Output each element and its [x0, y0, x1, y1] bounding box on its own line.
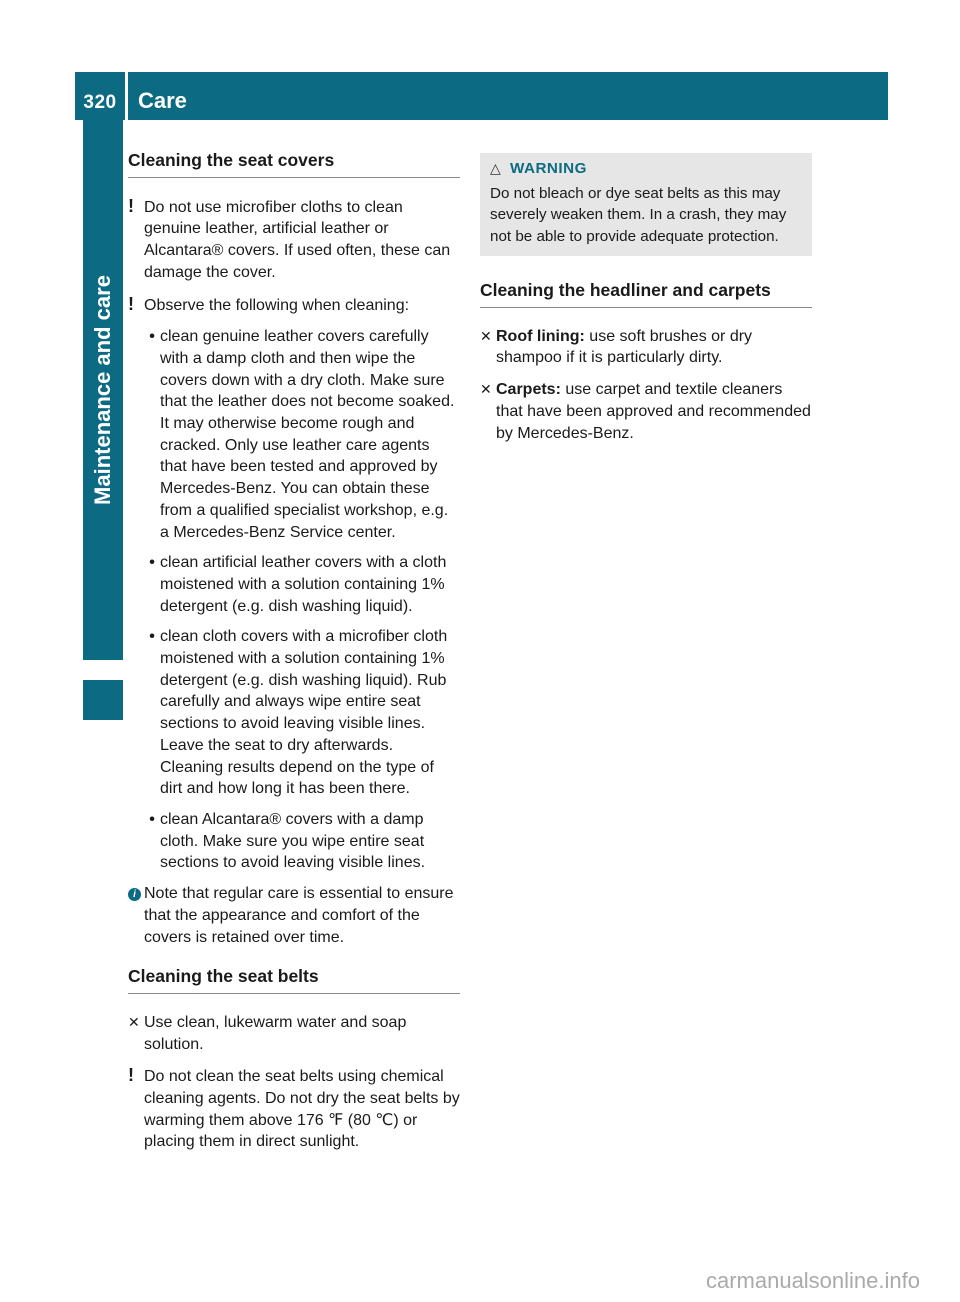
bullet-text: clean artificial leather covers with a cloth moistened with a solution containing 1% detergent (e.g. dish washing liquid).: [160, 554, 447, 615]
step-item: [128, 1012, 460, 1055]
warning-title: WARNING: [510, 160, 587, 177]
info-icon-wrap: [128, 883, 144, 905]
warning-text: Do not bleach or dye seat belts as this may severely weaken them. In a crash, they may not be able to provide adequate protection.: [490, 184, 787, 245]
step-term: Carpets:: [496, 381, 561, 399]
notice-chemical: [128, 1065, 460, 1153]
step-item: [480, 326, 812, 369]
bullet-text: clean cloth covers with a microfiber cloth moistened with a solution containing 1% detergent (e.g. dish washing liquid). Rub carefully and always wipe entire seat sections to avoid leaving visible lines. Leave the seat to dry afterwards. Cleaning results depend on the type of dirt and how long it has been there.: [160, 628, 448, 798]
step-arrow-icon: ✕: [480, 327, 492, 344]
left-column: [128, 150, 460, 1163]
step-text: Use clean, lukewarm water and soap solution.: [144, 1013, 407, 1053]
page-number: 320: [83, 92, 117, 113]
bullet-item: [128, 326, 460, 543]
warning-heading: [490, 158, 800, 180]
bullet-icon: •: [149, 628, 155, 646]
watermark: carmanualsonline.info: [705, 1268, 920, 1293]
bullet-icon: •: [149, 328, 155, 346]
seat-covers-heading: Cleaning the seat covers: [128, 150, 460, 178]
warning-triangle-icon: △: [490, 160, 502, 176]
notice-microfiber: [128, 196, 460, 284]
step-arrow-icon: ✕: [128, 1013, 140, 1030]
right-column: [480, 153, 812, 454]
notice-text: Do not use microfiber cloths to clean genuine leather, artificial leather or Alcantara® covers. If used often, these can damage the cover.: [144, 198, 451, 281]
notice-text: Observe the following when cleaning:: [144, 296, 410, 314]
seat-belts-heading: Cleaning the seat belts: [128, 966, 460, 994]
notice-observe: [128, 294, 460, 317]
warning-box: [480, 153, 812, 256]
info-note: [128, 883, 460, 948]
notice-icon: !: [128, 195, 134, 216]
header-divider: [125, 72, 128, 120]
section-title: Care: [138, 88, 187, 113]
bullet-item: [128, 626, 460, 800]
side-tab: [83, 120, 123, 660]
bullet-icon: •: [149, 554, 155, 572]
notice-icon: !: [128, 1065, 134, 1086]
bullet-text: clean Alcantara® covers with a damp cloth. Make sure you wipe entire seat sections to avoid leaving visible lines.: [160, 810, 426, 872]
headliner-heading: Cleaning the headliner and carpets: [480, 280, 812, 308]
step-text: use soft brushes or dry shampoo if it is particularly dirty.: [496, 327, 753, 367]
step-item: [480, 379, 812, 444]
step-text: use carpet and textile cleaners that have been approved and recommended by Mercedes-Benz.: [496, 381, 811, 442]
info-icon: i: [128, 888, 141, 901]
bullet-icon: •: [149, 810, 155, 828]
step-arrow-icon: ✕: [480, 381, 492, 398]
info-text: Note that regular care is essential to ensure that the appearance and comfort of the covers is retained over time.: [144, 885, 454, 946]
step-term: Roof lining:: [496, 327, 585, 345]
bullet-item: [128, 552, 460, 617]
side-tab-marker: [83, 680, 123, 720]
bullet-text: clean genuine leather covers carefully with a damp cloth and then wipe the covers down with a dry cloth. Make sure that the leather does not become soaked. It may otherwise become rough and cracked. Only use leather care agents that have been tested and approved by Mercedes-Benz. You can obtain these from a qualified specialist workshop, e.g. a Mercedes-Benz Service center.: [160, 328, 455, 541]
notice-icon: !: [128, 293, 134, 314]
header-bar: [75, 72, 888, 120]
notice-text: Do not clean the seat belts using chemical cleaning agents. Do not dry the seat belts by warming them above 176 ℉ (80 ℃) or placing them in direct sunlight.: [144, 1068, 460, 1151]
side-tab-label: Maintenance and care: [90, 275, 115, 505]
bullet-item: [128, 809, 460, 874]
